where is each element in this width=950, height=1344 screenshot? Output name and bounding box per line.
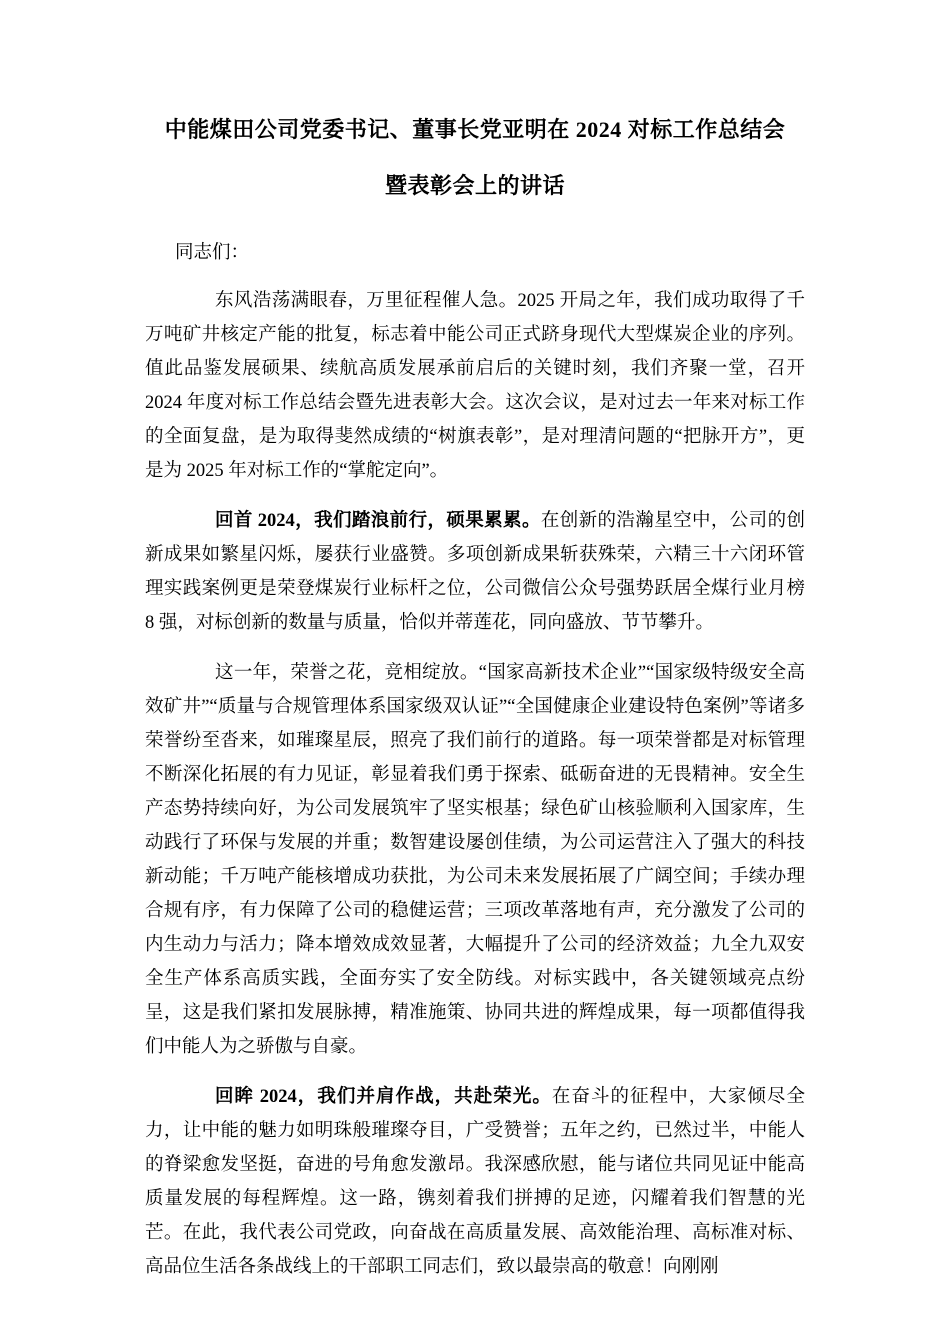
paragraph-honors bbox=[145, 656, 805, 1064]
paragraph-text: 这一年，荣誉之花，竞相绽放。“国家高新技术企业”“国家级特级安全高效矿井”“质量与合规管理体系国家级双认证”“全国健康企业建设特色案例”等诸多荣誉纷至沓来，如璀璨星辰，照亮了我们前行的道路。每一项荣誉都是对标管理不断深化拓展的有力见证，彰显着我们勇于探索、砥砺奋进的无畏精神。安全生产态势持续向好，为公司发展筑牢了坚实根基；绿色矿山核验顺利入国家库，生动践行了环保与发展的并重；数智建设屡创佳绩，为公司运营注入了强大的科技新动能；千万吨产能核增成功获批，为公司未来发展拓展了广阔空间；手续办理合规有序，有力保障了公司的稳健运营；三项改革落地有声，充分激发了公司的内生动力与活力；降本增效成效显著，大幅提升了公司的经济效益；九全九双安全生产体系高质实践，全面夯实了安全防线。对标实践中，各关键领域亮点纷呈，这是我们紧扣发展脉搏，精准施策、协同共进的辉煌成果，每一项都值得我们中能人为之骄傲与自豪。 bbox=[145, 663, 805, 1057]
paragraph-text: 在奋斗的征程中，大家倾尽全力，让中能的魅力如明珠般璀璨夺目，广受赞誉；五年之约，已然过半，中能人的脊梁愈发坚挺，奋进的号角愈发激昂。我深感欣慰，能与诸位共同见证中能高质量发展的每程辉煌。这一路，镌刻着我们拼搏的足迹，闪耀着我们智慧的光芒。在此，我代表公司党政，向奋战在高质量发展、高效能治理、高标准对标、高品位生活各条战线上的干部职工同志们，致以最崇高的敬意！向刚刚 bbox=[145, 1087, 805, 1277]
paragraph-lead: 回眸 2024，我们并肩作战，共赴荣光。 bbox=[215, 1087, 552, 1107]
salutation: 同志们： bbox=[175, 243, 250, 263]
paragraph-text: 在创新的浩瀚星空中，公司的创新成果如繁星闪烁，屡获行业盛赞。多项创新成果斩获殊荣，六精三十六闭环管理实践案例更是荣登煤炭行业标杆之位，公司微信公众号强势跃居全煤行业月榜 8 强，对标创新的数量与质量，恰似并蒂莲花，同向盛放、节节攀升。 bbox=[145, 511, 805, 633]
paragraph-review-2024 bbox=[145, 504, 805, 640]
paragraph-glory bbox=[145, 1080, 805, 1284]
paragraph-text: 东风浩荡满眼春，万里征程催人急。2025 开局之年，我们成功取得了千万吨矿井核定产能的批复，标志着中能公司正式跻身现代大型煤炭企业的序列。值此品鉴发展硕果、续航高质发展承前启后的关键时刻，我们齐聚一堂，召开 2024 年度对标工作总结会暨先进表彰大会。这次会议，是对过去一年来对标工作的全面复盘，是为取得斐然成绩的“树旗表彰”，是对理清问题的“把脉开方”，更是为 2025 年对标工作的“掌舵定向”。 bbox=[145, 291, 805, 481]
doc-title-line-2: 暨表彰会上的讲话 bbox=[384, 173, 565, 198]
doc-title bbox=[145, 102, 805, 214]
doc-title-line-1: 中能煤田公司党委书记、董事长党亚明在 2024 对标工作总结会 bbox=[164, 117, 786, 142]
paragraph-lead: 回首 2024，我们踏浪前行，硕果累累。 bbox=[215, 511, 541, 531]
paragraph-opening bbox=[145, 284, 805, 488]
